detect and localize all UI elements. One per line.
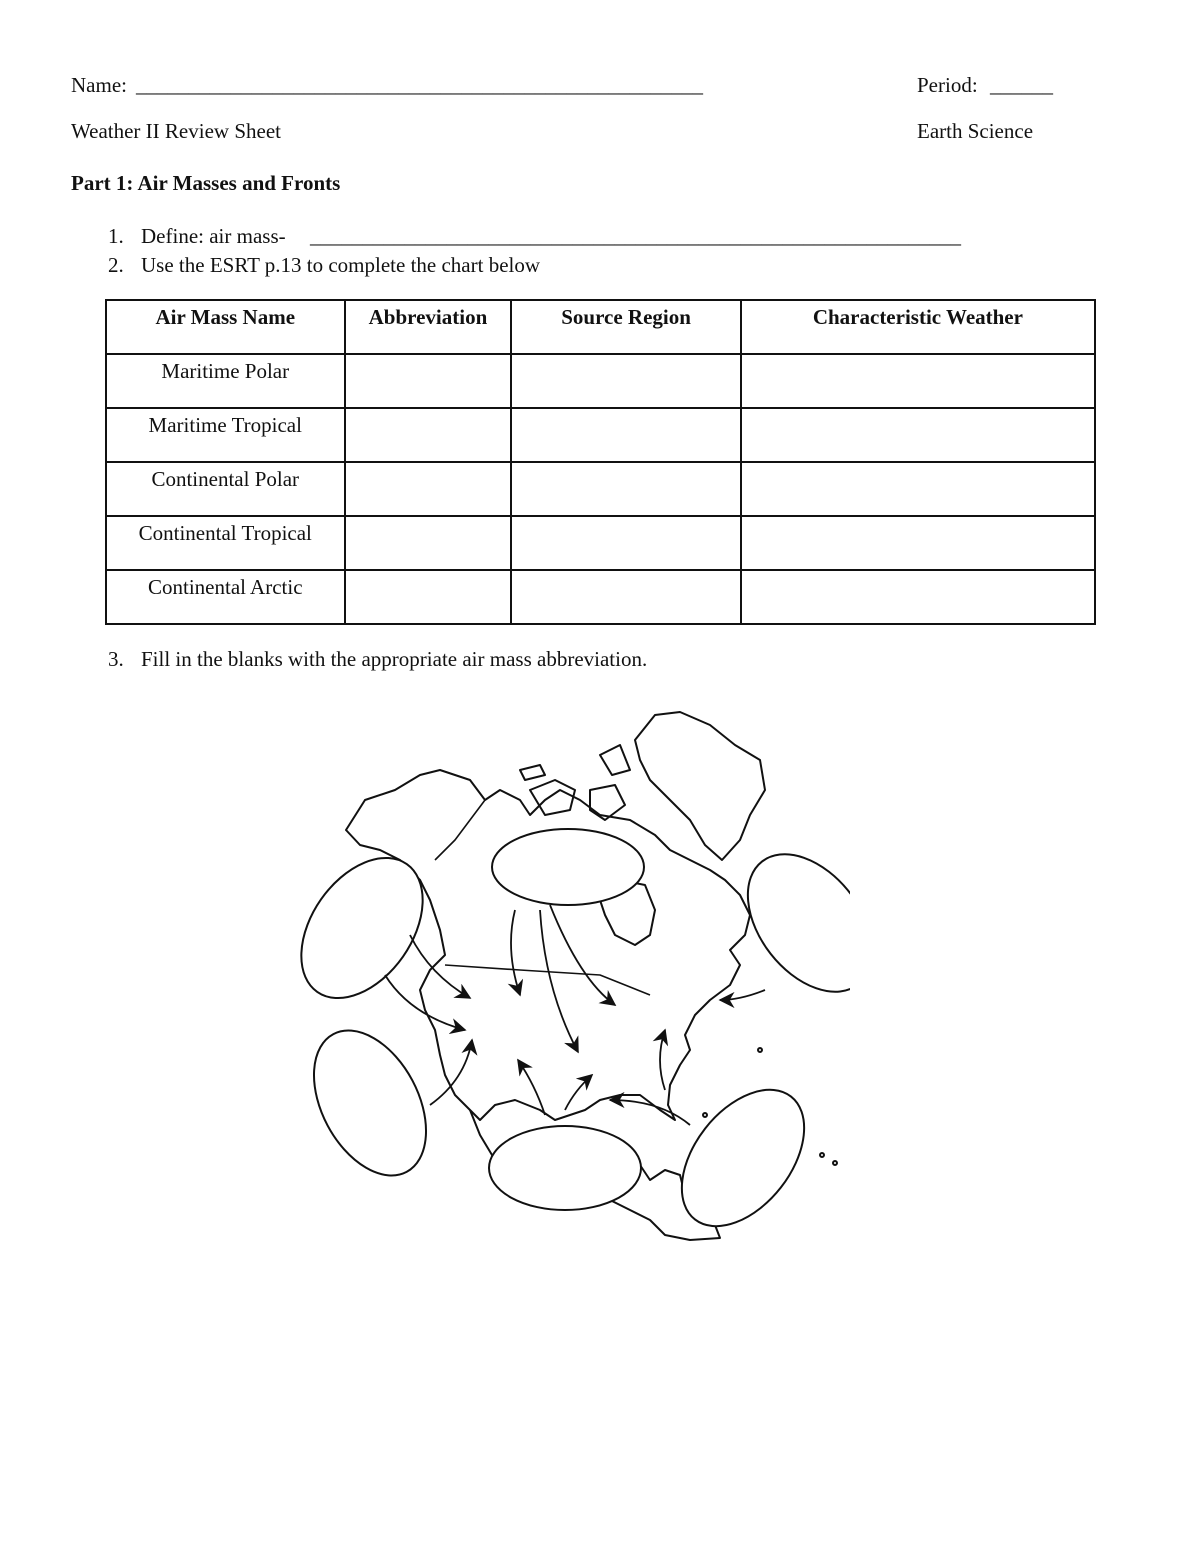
air-mass-blank-oval[interactable] bbox=[723, 831, 850, 1015]
table-row bbox=[106, 516, 1095, 570]
header-abbreviation: Abbreviation bbox=[345, 300, 512, 354]
subject-label: Earth Science bbox=[917, 119, 1034, 143]
table-row bbox=[106, 408, 1095, 462]
air-mass-chart bbox=[105, 299, 1096, 625]
name-field[interactable]: ______________________________________________________ bbox=[136, 73, 703, 97]
air-mass-blank-oval[interactable] bbox=[291, 1012, 449, 1195]
air-mass-name-cell: Continental Arctic bbox=[106, 570, 345, 624]
air-mass-name-cell: Maritime Polar bbox=[106, 354, 345, 408]
characteristic-weather-cell[interactable] bbox=[741, 516, 1095, 570]
question-2-number: 2. bbox=[108, 253, 124, 277]
source-region-cell[interactable] bbox=[511, 408, 740, 462]
characteristic-weather-cell[interactable] bbox=[741, 570, 1095, 624]
question-1-text: Define: air mass- bbox=[141, 224, 286, 248]
name-label: Name: bbox=[71, 73, 127, 97]
air-mass-blank-oval[interactable] bbox=[657, 1067, 829, 1249]
air-mass-name-cell: Continental Tropical bbox=[106, 516, 345, 570]
arrow bbox=[540, 910, 578, 1052]
characteristic-weather-cell[interactable] bbox=[741, 354, 1095, 408]
abbreviation-cell[interactable] bbox=[345, 354, 512, 408]
chart-header-row bbox=[106, 300, 1095, 354]
characteristic-weather-cell[interactable] bbox=[741, 408, 1095, 462]
table-row bbox=[106, 462, 1095, 516]
question-3-number: 3. bbox=[108, 647, 124, 671]
period-field[interactable]: ______ bbox=[990, 73, 1053, 97]
question-1-number: 1. bbox=[108, 224, 124, 248]
source-region-cell[interactable] bbox=[511, 516, 740, 570]
arrow bbox=[430, 1040, 472, 1105]
header-air-mass-name: Air Mass Name bbox=[106, 300, 345, 354]
question-2-text: Use the ESRT p.13 to complete the chart below bbox=[141, 253, 541, 277]
air-mass-blank-oval[interactable] bbox=[492, 829, 644, 905]
source-region-cell[interactable] bbox=[511, 354, 740, 408]
question-3-text: Fill in the blanks with the appropriate air mass abbreviation. bbox=[141, 647, 648, 671]
period-label: Period: bbox=[917, 73, 978, 97]
table-row bbox=[106, 354, 1095, 408]
abbreviation-cell[interactable] bbox=[345, 462, 512, 516]
question-1-answer-field[interactable]: ______________________________________________________________ bbox=[310, 224, 961, 248]
north-america-air-mass-map bbox=[290, 705, 850, 1265]
arrow bbox=[565, 1075, 592, 1110]
characteristic-weather-cell[interactable] bbox=[741, 462, 1095, 516]
alaska-border bbox=[435, 800, 485, 860]
air-mass-name-cell: Continental Polar bbox=[106, 462, 345, 516]
arrow bbox=[550, 905, 615, 1005]
sheet-title: Weather II Review Sheet bbox=[71, 119, 281, 143]
air-mass-blank-oval[interactable] bbox=[489, 1126, 641, 1210]
air-mass-name-cell: Maritime Tropical bbox=[106, 408, 345, 462]
island-dot bbox=[758, 1048, 762, 1052]
island-dot bbox=[833, 1161, 837, 1165]
greenland-outline bbox=[635, 712, 765, 860]
arrow bbox=[660, 1030, 665, 1090]
arrow bbox=[720, 990, 765, 1000]
header-source-region: Source Region bbox=[511, 300, 740, 354]
arrow bbox=[511, 910, 520, 995]
air-mass-blank-oval[interactable] bbox=[290, 835, 448, 1020]
source-region-cell[interactable] bbox=[511, 462, 740, 516]
abbreviation-cell[interactable] bbox=[345, 408, 512, 462]
arrow bbox=[385, 975, 465, 1030]
part-title: Part 1: Air Masses and Fronts bbox=[71, 171, 341, 195]
island-dot bbox=[703, 1113, 707, 1117]
abbreviation-cell[interactable] bbox=[345, 516, 512, 570]
island-dot bbox=[820, 1153, 824, 1157]
table-row bbox=[106, 570, 1095, 624]
header-characteristic-weather: Characteristic Weather bbox=[741, 300, 1095, 354]
abbreviation-cell[interactable] bbox=[345, 570, 512, 624]
source-region-cell[interactable] bbox=[511, 570, 740, 624]
